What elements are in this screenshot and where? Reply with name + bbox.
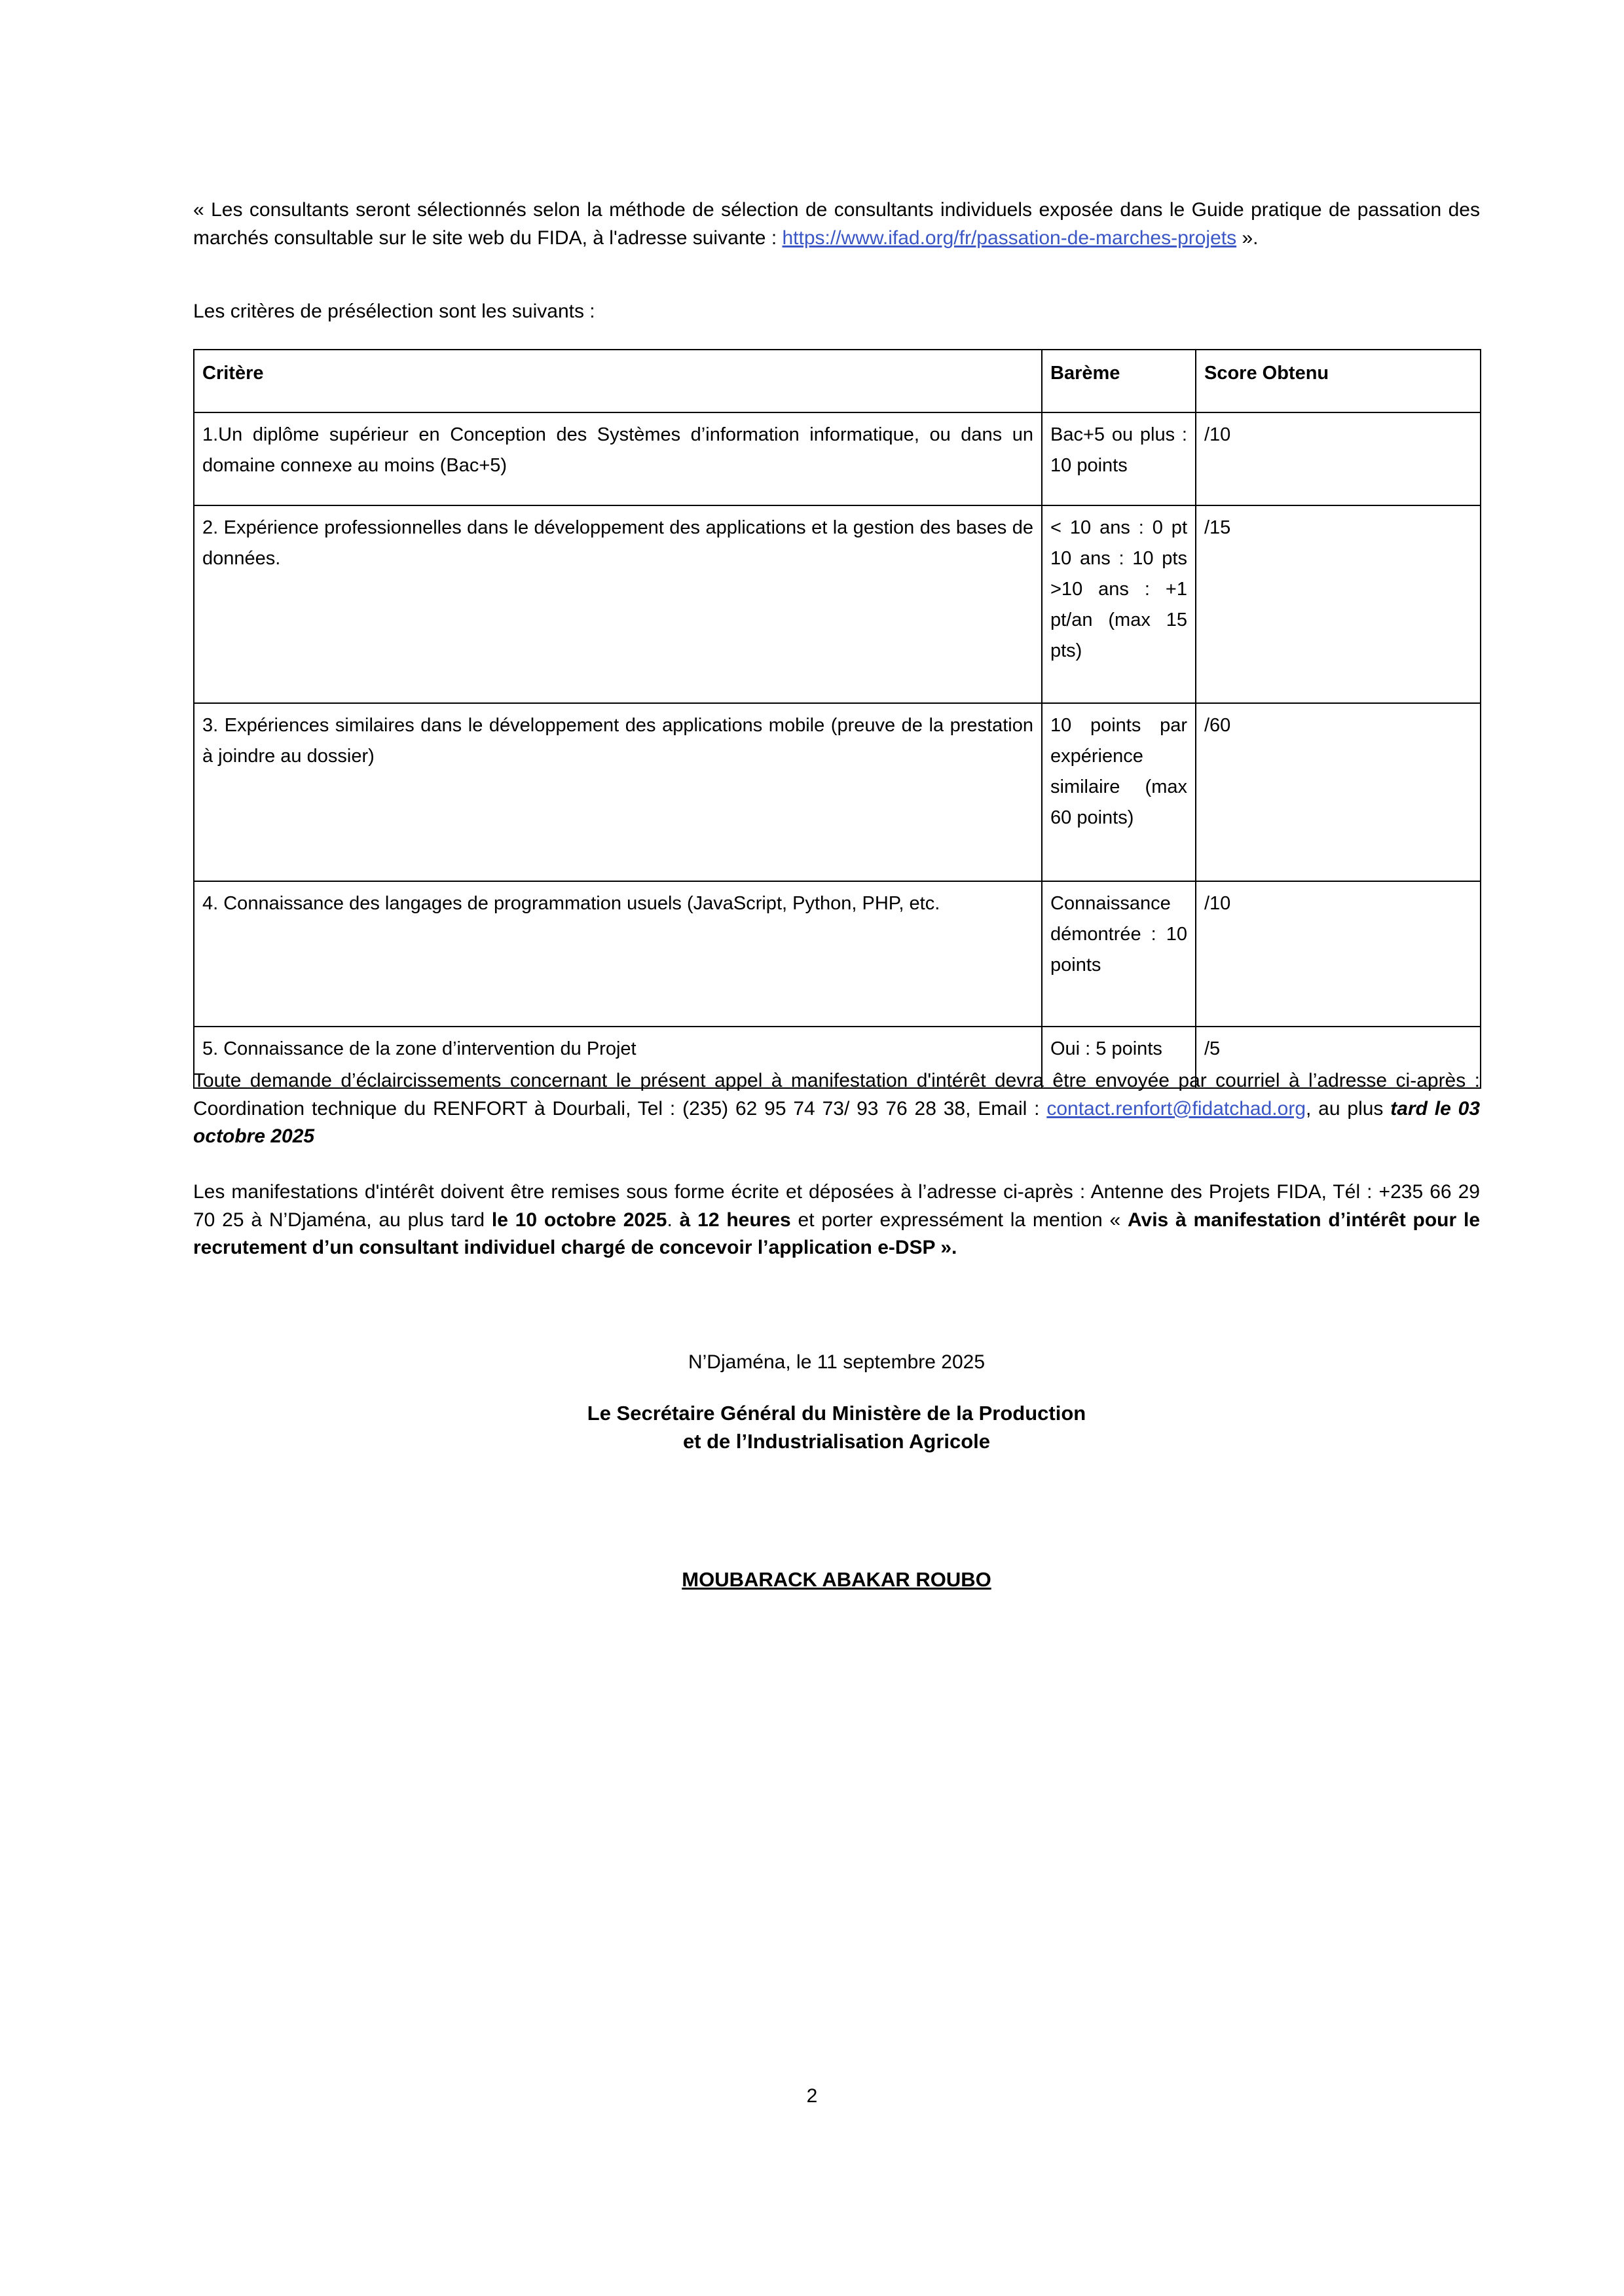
submission-date: le 10 octobre 2025 bbox=[491, 1209, 667, 1231]
table-header-row bbox=[194, 350, 1481, 412]
table-row bbox=[194, 505, 1481, 703]
column-header-bareme: Barème bbox=[1042, 350, 1196, 412]
clarification-paragraph bbox=[193, 1067, 1480, 1151]
city-and-date: N’Djaména, le 11 septembre 2025 bbox=[688, 1351, 986, 1373]
cell-bareme: Oui : 5 points bbox=[1042, 1027, 1196, 1088]
criteria-table-wrapper bbox=[193, 349, 1480, 1089]
submission-text-part2: . bbox=[667, 1209, 680, 1231]
signatory-title-line2: et de l’Industrialisation Agricole bbox=[682, 1429, 991, 1453]
intro-text-part2: ». bbox=[1236, 227, 1259, 249]
criteria-intro-block bbox=[193, 298, 1480, 326]
clarification-text-part1: Toute demande d’éclaircissements concernant le présent appel à manifestation d'intérêt devra être envoyée par courriel à l’adresse ci-après : Coordination technique du RENFORT à Dourbali, Tel : (235) 62 95 74 73/ 93 76 28 38, Email : bbox=[193, 1070, 1480, 1120]
submission-text-part4: ». bbox=[935, 1237, 957, 1259]
signatory-name: MOUBARACK ABAKAR ROUBO bbox=[682, 1568, 991, 1592]
signatory-title-line1: Le Secrétaire Général du Ministère de la Production bbox=[587, 1401, 1086, 1425]
intro-paragraph-block bbox=[193, 196, 1480, 252]
submission-paragraph bbox=[193, 1178, 1480, 1262]
cell-score: /5 bbox=[1196, 1027, 1481, 1088]
table-row bbox=[194, 412, 1481, 505]
cell-critere: 4. Connaissance des langages de programmation usuels (JavaScript, Python, PHP, etc. bbox=[194, 881, 1042, 1027]
table-row bbox=[194, 881, 1481, 1027]
column-header-critere: Critère bbox=[194, 350, 1042, 412]
cell-critere: 5. Connaissance de la zone d’intervention du Projet bbox=[194, 1027, 1042, 1088]
submission-time: à 12 heures bbox=[679, 1209, 791, 1231]
criteria-table bbox=[193, 349, 1481, 1089]
intro-paragraph bbox=[193, 196, 1480, 252]
cell-bareme: < 10 ans : 0 pt 10 ans : 10 pts >10 ans : +1 pt/an (max 15 pts) bbox=[1042, 505, 1196, 703]
page-number: 2 bbox=[806, 2085, 818, 2107]
cell-score: /10 bbox=[1196, 881, 1481, 1027]
submission-text-part3: et porter expressément la mention « bbox=[790, 1209, 1128, 1231]
cell-critere: 1.Un diplôme supérieur en Conception des Systèmes d’information informatique, ou dans un domaine connexe au moins (Bac+5) bbox=[194, 412, 1042, 505]
criteria-intro-text: Les critères de présélection sont les suivants : bbox=[193, 301, 595, 322]
cell-critere: 2. Expérience professionnelles dans le développement des applications et la gestion des bases de données. bbox=[194, 505, 1042, 703]
clarification-text-part2: , au plus bbox=[1306, 1097, 1391, 1120]
cell-score: /60 bbox=[1196, 703, 1481, 881]
cell-score: /10 bbox=[1196, 412, 1481, 505]
table-row bbox=[194, 703, 1481, 881]
column-header-score: Score Obtenu bbox=[1196, 350, 1481, 412]
contact-email-link[interactable]: contact.renfort@fidatchad.org bbox=[1046, 1097, 1306, 1120]
clarification-deadline: tard le 03 octobre 2025 bbox=[193, 1097, 1481, 1148]
ifad-procurement-link[interactable]: https://www.ifad.org/fr/passation-de-marches-projets bbox=[782, 227, 1237, 249]
signature-block bbox=[193, 1349, 1480, 1592]
submission-block bbox=[193, 1178, 1480, 1262]
cell-score: /15 bbox=[1196, 505, 1481, 703]
cell-bareme: Bac+5 ou plus : 10 points bbox=[1042, 412, 1196, 505]
submission-mention: Avis à manifestation d’intérêt pour le recrutement d’un consultant individuel chargé de concevoir l’application e-DSP bbox=[193, 1209, 1481, 1259]
cell-bareme: 10 points par expérience similaire (max 60 points) bbox=[1042, 703, 1196, 881]
intro-text-part1: « Les consultants seront sélectionnés selon la méthode de sélection de consultants individuels exposée dans le Guide pratique de passation des marchés consultable sur le site web du FIDA, à l'adresse suivante : bbox=[193, 199, 1480, 249]
cell-bareme: Connaissance démontrée : 10 points bbox=[1042, 881, 1196, 1027]
submission-text-part1: Les manifestations d'intérêt doivent être remises sous forme écrite et déposées à l’adresse ci-après : Antenne des Projets FIDA, Tél : +235 66 29 70 25 à N’Djaména, au plus tard bbox=[193, 1181, 1480, 1231]
cell-critere: 3. Expériences similaires dans le développement des applications mobile (preuve de la prestation à joindre au dossier) bbox=[194, 703, 1042, 881]
clarification-block bbox=[193, 1067, 1480, 1151]
